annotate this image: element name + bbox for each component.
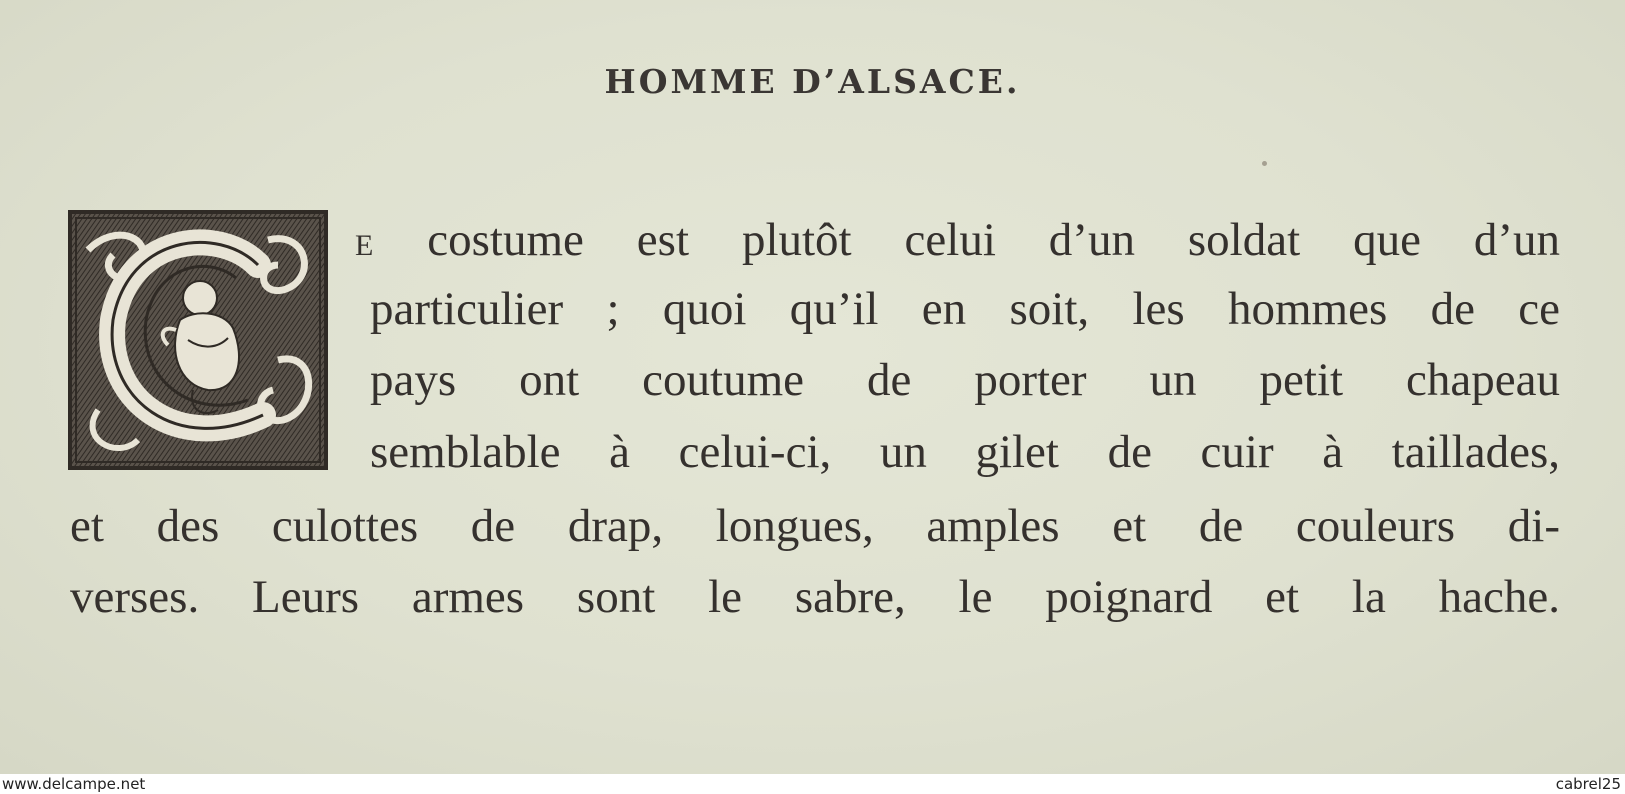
text-line-5: et des culottes de drap, longues, amples et de couleurs di- <box>70 500 1560 552</box>
ornamental-drop-cap-c <box>68 210 328 470</box>
paper-speck <box>1262 161 1267 166</box>
first-line-small-cap: E <box>355 229 375 262</box>
text-line-1-body: costume est plutôt celui d’un soldat que d’un <box>374 214 1560 266</box>
text-line-6: verses. Leurs armes sont le sabre, le poignard et la hache. <box>70 571 1560 623</box>
text-line-1 <box>355 214 1560 266</box>
woodcut-initial-illustration <box>68 210 328 470</box>
watermark-strip <box>0 774 1625 794</box>
text-line-2: particulier ; quoi qu’il en soit, les hommes de ce <box>370 283 1560 335</box>
text-line-3: pays ont coutume de porter un petit chapeau <box>370 354 1560 406</box>
page-title: HOMME D’ALSACE. <box>604 62 1021 101</box>
watermark-site: www.delcampe.net <box>2 775 146 793</box>
watermark-seller: cabrel25 <box>1555 775 1621 793</box>
text-line-4: semblable à celui-ci, un gilet de cuir à taillades, <box>370 426 1560 478</box>
